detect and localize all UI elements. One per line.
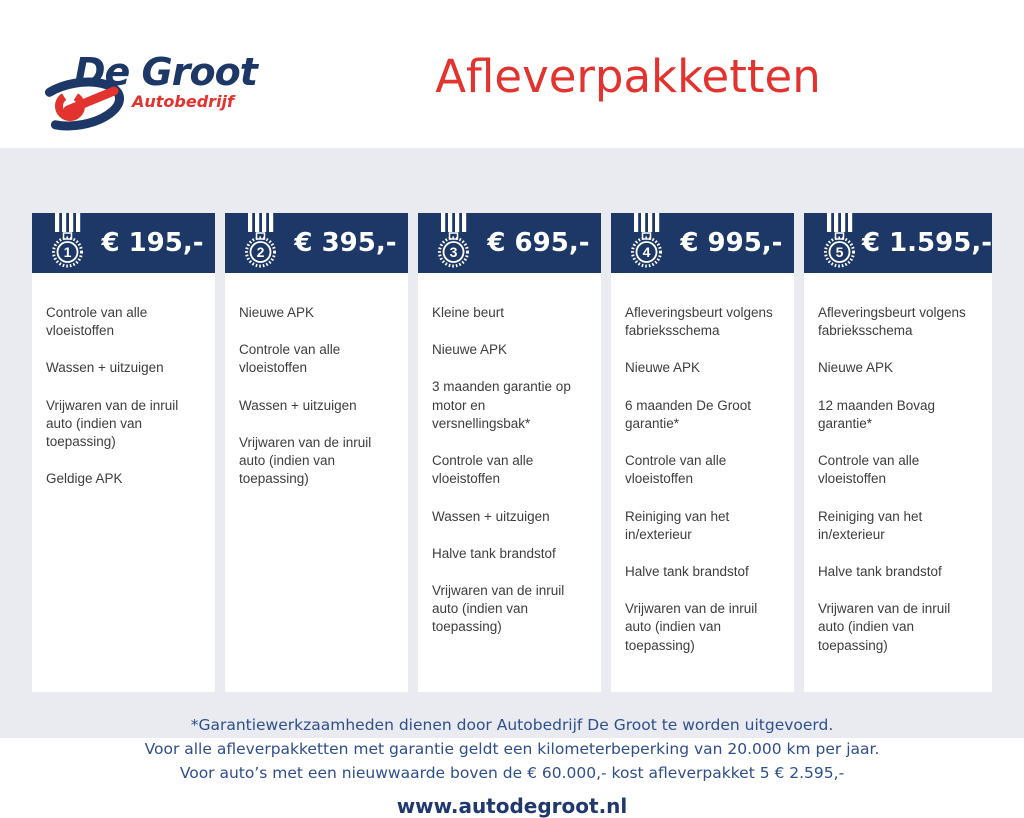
- package-item-list: [418, 273, 601, 692]
- package-card-1: [32, 213, 215, 692]
- package-price: € 195,-: [101, 228, 204, 258]
- package-price: € 1.595,-: [861, 228, 992, 258]
- package-price: € 995,-: [680, 228, 783, 258]
- medal-icon: [238, 213, 284, 271]
- package-item: Vrijwaren van de inruil auto (indien van toepassing): [817, 601, 951, 653]
- package-item-list: [804, 273, 992, 692]
- package-item-list: [611, 273, 794, 692]
- medal-number: 5: [835, 244, 844, 260]
- medal-icon: [817, 213, 863, 271]
- package-card-2-header: [225, 213, 408, 273]
- guarantee-footnotes: [32, 713, 992, 785]
- package-item-list: [32, 273, 215, 692]
- package-item: Controle van alle vloeistoffen: [46, 305, 148, 339]
- package-item: Halve tank brandstof: [817, 563, 942, 579]
- brand-subtitle: Autobedrijf: [132, 92, 234, 111]
- package-card-3-header: [418, 213, 601, 273]
- package-item: Wassen + uitzuigen: [46, 360, 164, 376]
- page-title: Afleverpakketten: [435, 50, 821, 103]
- package-item: Nieuwe APK: [817, 360, 893, 376]
- package-price: € 695,-: [487, 228, 590, 258]
- package-price: € 395,-: [294, 228, 397, 258]
- footnote-line: Voor auto’s met een nieuwwaarde boven de € 60.000,- kost afleverpakket 5 € 2.595,-: [179, 763, 845, 782]
- package-item: Reiniging van het in/exterieur: [817, 508, 923, 542]
- package-item: Vrijwaren van de inruil auto (indien van toepassing): [46, 397, 179, 450]
- package-item: 6 maanden De Groot garantie*: [624, 397, 752, 431]
- medal-number: 1: [63, 244, 72, 260]
- footnote-line: Voor alle afleverpakketten met garantie geldt een kilometerbeperking van 20.000 km per jaar.: [144, 739, 880, 758]
- package-item: Controle van alle vloeistoffen: [624, 453, 727, 487]
- package-card-2: [225, 213, 408, 692]
- package-card-5: [804, 213, 992, 692]
- package-item: Halve tank brandstof: [431, 545, 556, 561]
- package-item: Controle van alle vloeistoffen: [431, 453, 534, 487]
- package-card-1-header: [32, 213, 215, 273]
- page-header: [0, 0, 1024, 148]
- package-item: Vrijwaren van de inruil auto (indien van toepassing): [431, 582, 565, 635]
- medal-number: 4: [642, 244, 651, 260]
- medal-icon: [431, 213, 477, 271]
- package-item: Nieuwe APK: [238, 305, 315, 320]
- package-item: Controle van alle vloeistoffen: [817, 453, 920, 487]
- package-card-3: [418, 213, 601, 692]
- package-item: Vrijwaren van de inruil auto (indien van toepassing): [624, 601, 758, 653]
- package-item-list: [225, 273, 408, 692]
- package-card-5-header: [804, 213, 992, 273]
- package-item: Wassen + uitzuigen: [238, 397, 357, 413]
- package-item: 3 maanden garantie op motor en versnellingsbak*: [431, 379, 571, 431]
- package-item: Wassen + uitzuigen: [431, 508, 550, 524]
- package-item: Halve tank brandstof: [624, 563, 749, 579]
- brand-name: De Groot: [74, 50, 257, 94]
- package-item: 12 maanden Bovag garantie*: [817, 397, 936, 431]
- package-item: Controle van alle vloeistoffen: [238, 342, 341, 376]
- package-card-4-header: [611, 213, 794, 273]
- package-item: Nieuwe APK: [624, 360, 700, 376]
- website-url: www.autodegroot.nl: [396, 793, 628, 818]
- medal-icon: [45, 213, 91, 271]
- package-item: Geldige APK: [46, 471, 123, 487]
- package-item: Kleine beurt: [431, 305, 505, 320]
- footnote-line: *Garantiewerkzaamheden dienen door Autobedrijf De Groot te worden uitgevoerd.: [190, 715, 834, 734]
- package-card-4: [611, 213, 794, 692]
- package-item: Nieuwe APK: [431, 342, 508, 358]
- medal-number: 2: [256, 244, 265, 260]
- medal-number: 3: [449, 244, 458, 260]
- package-cards: [32, 213, 992, 692]
- packages-section: [0, 148, 1024, 818]
- package-item: Afleveringsbeurt volgens fabrieksschema: [624, 305, 773, 339]
- package-item: Afleveringsbeurt volgens fabrieksschema: [817, 305, 966, 339]
- medal-icon: [624, 213, 670, 271]
- package-item: Reiniging van het in/exterieur: [624, 508, 730, 542]
- package-item: Vrijwaren van de inruil auto (indien van toepassing): [238, 434, 372, 487]
